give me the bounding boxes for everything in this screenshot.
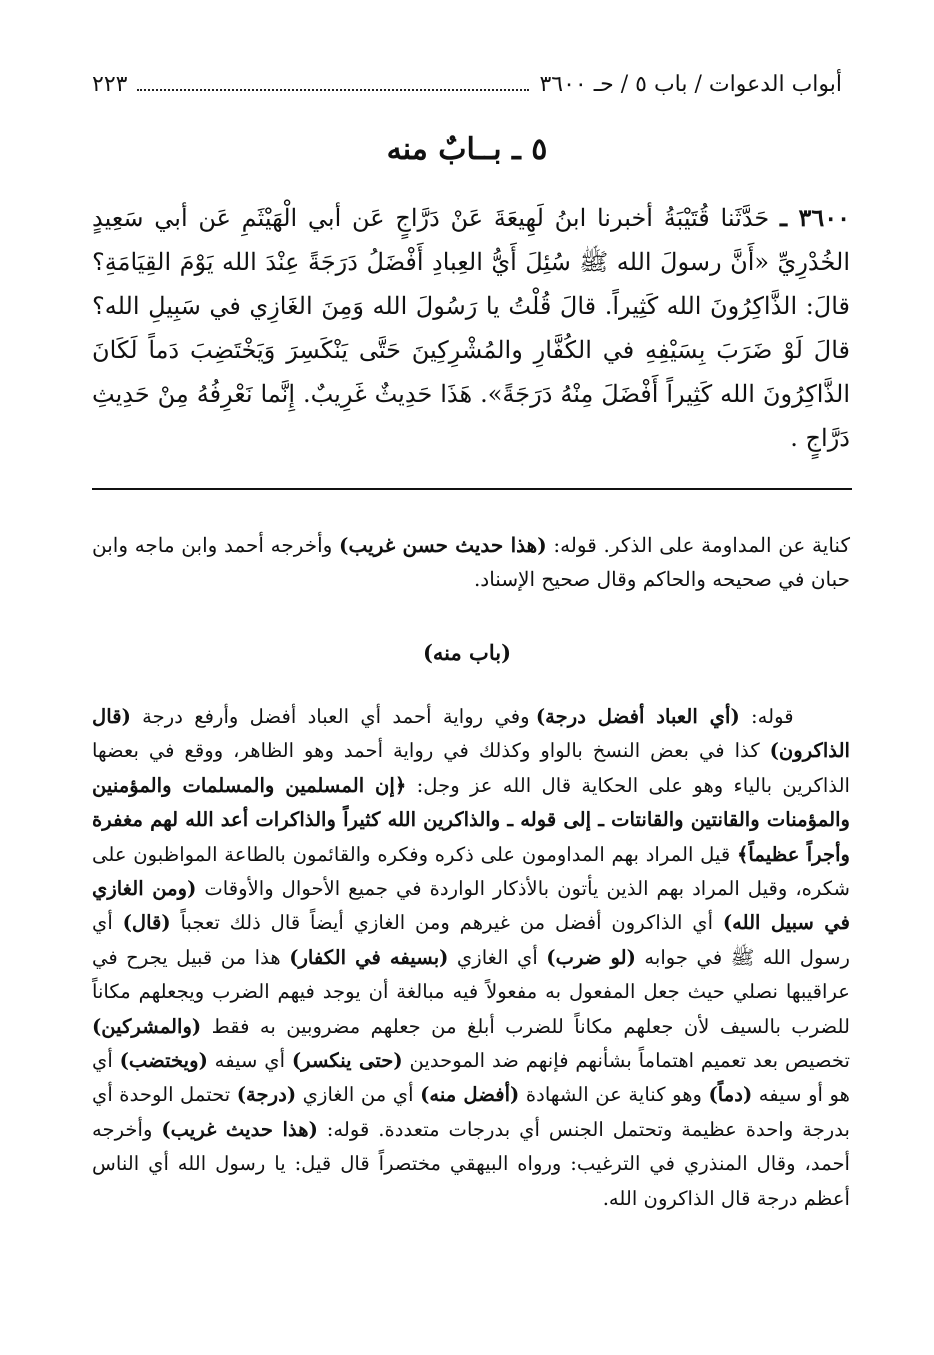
commentary-quote: (هذا حديث غريب)	[161, 1117, 318, 1141]
commentary-paragraph	[92, 528, 850, 596]
commentary-text: قيل المراد بهم المداومون على ذكره وفكره والقائمون بالطاعة المواظبون على شكره، وقيل المراد بهم الذين يأتون بالأذكار الواردة في جميع الأحوال والأوقات	[92, 842, 850, 901]
commentary-sub-heading: (باب منه)	[422, 640, 512, 665]
commentary-quote: (لو ضرب)	[546, 945, 636, 969]
commentary-block	[92, 700, 850, 1216]
running-title: أبواب الدعوات / باب ٥ / حـ ٣٦٠٠	[539, 72, 842, 97]
commentary-quote: (دماً)	[708, 1083, 753, 1107]
commentary-paragraph	[92, 700, 850, 1216]
commentary-text: كذا في بعض النسخ بالواو وكذلك في رواية أحمد وهو الظاهر، ووقع في بعضها الذاكرين بالياء وهو على الحكاية قال الله عز وجل:	[92, 739, 850, 797]
commentary-text: أي سيفه	[207, 1049, 292, 1073]
commentary-text: أي هو أو سيفه	[92, 1049, 850, 1107]
commentary-text: وأخرجه أحمد وابن ماجه وابن حبان في صحيحه والحاكم وقال صحيح الإسناد.	[92, 533, 850, 591]
hadith-text-block	[92, 196, 850, 460]
commentary-text: وفي رواية أحمد أي العباد أفضل وأرفع درجة	[130, 705, 536, 728]
commentary-quote: (بسيفه في الكفار)	[289, 945, 449, 969]
commentary-text: كناية عن المداومة على الذكر. قوله:	[546, 533, 850, 557]
leader-dots	[137, 75, 529, 91]
commentary-text: أي الذاكرون أفضل من غيرهم ومن الغازي أيضاً قال ذلك تعجباً	[170, 911, 723, 935]
commentary-quote: (والمشركين)	[92, 1014, 202, 1038]
commentary-text: هذا من قبيل يجرح في عراقيبها نصلي حيث جعل المفعول به مفعولاً فيه مبالغة أن يوجد فيهم الضرب ويجعلهم مكاناً للضرب بالسيف لأن جعلهم مكاناً للضرب أبلغ من جعلهم مضروبين به فقط	[92, 945, 850, 1038]
commentary-text: قوله:	[739, 705, 794, 728]
footnote-separator	[92, 488, 852, 490]
commentary-quote: (قال)	[122, 911, 171, 935]
commentary-quote: (أي العباد أفضل درجة)	[535, 705, 740, 728]
commentary-text: تحتمل الوحدة أي بدرجة واحدة عظيمة وتحتمل الجنس أي بدرجات متعددة. قوله:	[92, 1083, 851, 1141]
commentary-quote: (أفضل منه)	[420, 1083, 520, 1107]
quran-verse: ﴿إن المسلمين والمسلمات والمؤمنين والمؤمنات والقانتين والقانتات ـ إلى قوله ـ والذاكرين الله كثيراً والذاكرات أعد الله لهم مغفرة وأجراً عظيماً﴾	[92, 773, 850, 866]
commentary-quote: (حتى ينكسر)	[291, 1049, 403, 1073]
commentary-quote: (ويختضب)	[119, 1049, 208, 1073]
commentary-quote: (ومن الغازي في سبيل الله)	[92, 877, 850, 935]
commentary-previous-chapter	[92, 528, 850, 596]
chapter-heading: ٥ ـ بــابٌ منه	[386, 132, 548, 167]
commentary-text: أي الغازي	[448, 945, 547, 969]
hadith-number: ٣٦٠٠ ـ	[779, 203, 850, 232]
hadith-body: حَدَّثَنا قُتَيْبَةُ أخبرنا ابنُ لَهِيعَةَ عَنْ دَرَّاجٍ عَن أبي الْهَيْثَمِ عَن أبي سَعِيدٍ الخُدْرِيِّ «أَنَّ رسولَ الله ﷺ سُئِلَ أَيُّ العِبادِ أَفْضَلُ دَرَجَةً عِنْدَ الله يَوْمَ القِيَامَةِ؟ قالَ: الذَّاكِرُونَ الله كَثِيراً. قالَ قُلْتُ يا رَسُولَ الله وَمِنَ الغَازِي في سَبِيلِ الله؟ قالَ لَوْ ضَرَبَ بِسَيْفِهِ في الكُفَّارِ والمُشْرِكِينَ حَتَّى يَنْكَسِرَ وَيَخْتَضِبَ دَماً لَكَانَ الذَّاكِرُونَ الله كَثِيراً أَفْضَلَ مِنْهُ دَرَجَةً». هَذَا حَدِيثٌ غَرِيبٌ. إِنَّما نَعْرِفُهُ مِنْ حَدِيثِ دَرَّاجٍ .	[92, 204, 850, 452]
commentary-quote: (قال الذاكرون)	[92, 705, 850, 763]
commentary-text: أي من الغازي	[296, 1083, 421, 1107]
running-header	[92, 72, 842, 106]
commentary-text: وأخرجه أحمد، وقال المنذري في الترغيب: ورواه البيهقي مختصراً قال قيل: يا رسول الله أي الناس أعظم درجة قال الذاكرون الله.	[92, 1117, 850, 1210]
commentary-quote: (درجة)	[236, 1083, 297, 1107]
commentary-text: وهو كناية عن الشهادة	[519, 1083, 709, 1107]
commentary-text: تخصيص بعد تعميم اهتماماً بشأنهم فإنهم ضد الموحدين	[402, 1049, 850, 1073]
commentary-quote: (هذا حديث حسن غريب)	[339, 533, 547, 557]
commentary-text: أي رسول الله ﷺ في جوابه	[92, 911, 850, 969]
page-number: ٢٢٣	[92, 72, 128, 97]
